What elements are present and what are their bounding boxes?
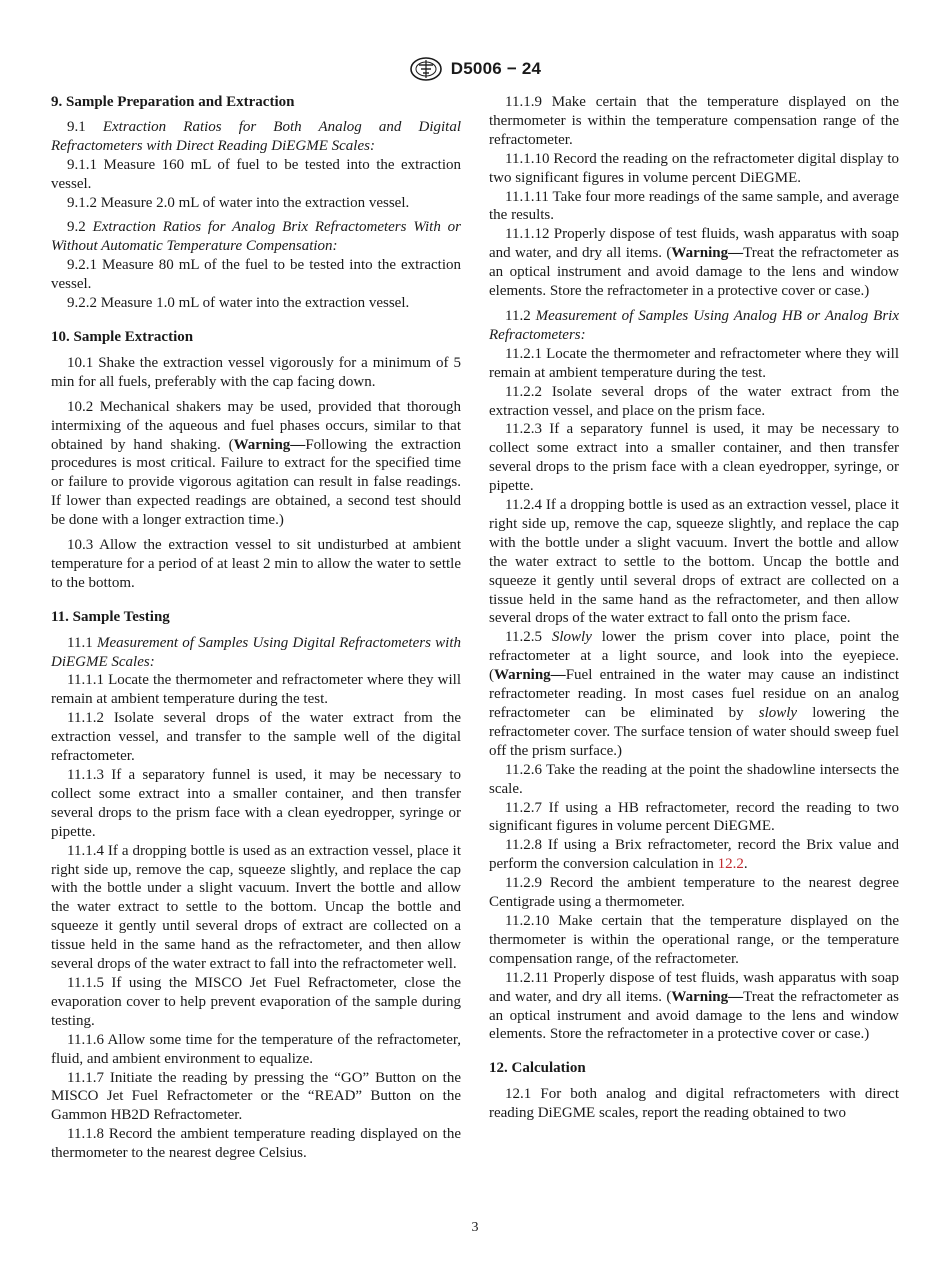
para-11-1-9: 11.1.9 Make certain that the temperature displayed on the thermometer is within the temperature compensation range of the refractometer. [489,94,899,148]
para-9-2: 9.2 Extraction Ratios for Analog Brix Refractometers With or Without Automatic Temperature Compensation: [51,219,461,255]
para-11-1-3: 11.1.3 If a separatory funnel is used, it may be necessary to collect some extract into a smaller container, and then transfer several drops to the prism face with a clean eyedropper, syringe or pipette. [51,767,461,840]
astm-logo-icon [409,57,443,81]
left-column [51,93,461,1163]
para-11-2-8: 11.2.8 If using a Brix refractometer, record the Brix value and perform the conversion calculation in 12.2. [489,837,899,873]
para-11-1-6: 11.1.6 Allow some time for the temperature of the refractometer, fluid, and ambient environment to equalize. [51,1031,461,1067]
para-9-1-2: 9.1.2 Measure 2.0 mL of water into the extraction vessel. [67,194,410,211]
para-11-1-8: 11.1.8 Record the ambient temperature reading displayed on the thermometer to the nearest degree Celsius. [51,1126,461,1162]
para-11-1-12: 11.1.12 Properly dispose of test fluids, wash apparatus with soap and water, and dry all items. (Warning—Treat the refractometer as an optical instrument and avoid damage to the lens and window elements. Store the refractometer in a protective cover or case.) [489,226,899,300]
para-11-2-5: 11.2.5 Slowly lower the prism cover into place, point the refractometer at a light source, and look into the eyepiece. (Warning—Fuel entrained in the water may cause an indistinct refractometer reading. In most cases fuel residue on an analog refractometer can be eliminated by slowly lowering the refractometer cover. The surface tension of water should sweep fuel off the prism surface.) [489,629,899,759]
right-column [489,93,899,1123]
para-11-2-7: 11.2.7 If using a HB refractometer, record the reading to two significant figures in volume percent DiEGME. [489,799,899,835]
para-11-2-2: 11.2.2 Isolate several drops of the water extract from the extraction vessel, and place on the prism face. [489,383,899,419]
para-11-2-4: 11.2.4 If a dropping bottle is used as an extraction vessel, place it right side up, remove the cap, squeeze slightly, and replace the cap with the bottle under a slight vacuum. Invert the bottle and allow the water extract to settle to the bottom. Uncap the bottle and squeeze it gently until several drops of extract are collected on a tissue held in the same hand as the refractometer, and then allow several drops of the water extract to fall onto the prism face. [489,497,899,627]
para-11-1-11: 11.1.11 Take four more readings of the same sample, and average the results. [489,188,899,224]
page-header [0,56,950,82]
para-11-1: 11.1 Measurement of Samples Using Digital Refractometers with DiEGME Scales: [51,634,461,670]
section-10-heading: 10. Sample Extraction [51,328,194,345]
para-10-1: 10.1 Shake the extraction vessel vigorously for a minimum of 5 min for all fuels, preferably with the cap facing down. [51,354,461,390]
section-12-2-link[interactable]: 12.2 [717,856,744,873]
para-11-2: 11.2 Measurement of Samples Using Analog HB or Analog Brix Refractometers: [489,307,899,343]
page-number: 3 [471,1220,479,1235]
para-12-1: 12.1 For both analog and digital refractometers with direct reading DiEGME scales, report the reading obtained to two [489,1086,899,1122]
section-11-heading: 11. Sample Testing [51,608,170,625]
para-9-1-1: 9.1.1 Measure 160 mL of fuel to be tested into the extraction vessel. [51,156,461,192]
para-11-2-11: 11.2.11 Properly dispose of test fluids, wash apparatus with soap and water, and dry all items. (Warning—Treat the refractometer as an optical instrument and avoid damage to the lens and window elements. Store the refractometer in a protective cover or case.) [489,969,899,1043]
para-11-2-1: 11.2.1 Locate the thermometer and refractometer where they will remain at ambient temperature during the test. [489,345,899,381]
para-11-1-4: 11.1.4 If a dropping bottle is used as an extraction vessel, place it right side up, remove the cap, squeeze slightly, and replace the cap with the bottle under a slight vacuum. Invert the bottle and allow the water extract to settle to the bottom. Uncap the bottle and squeeze it gently until several drops of extract are collected on a tissue held in the same hand as the refractometer, and then allow several drops of the water extract to fall into the refractometer well. [51,842,461,973]
para-9-2-2: 9.2.2 Measure 1.0 mL of water into the extraction vessel. [67,295,410,312]
para-11-1-7: 11.1.7 Initiate the reading by pressing the “GO” Button on the MISCO Jet Fuel Refractometer or the “READ” Button on the Gammon HB2D Refractometer. [51,1069,461,1124]
document-designation: D5006 − 24 [450,59,542,78]
para-10-3: 10.3 Allow the extraction vessel to sit undisturbed at ambient temperature for a period of at least 2 min to allow the water to settle to the bottom. [51,537,461,591]
para-11-2-6: 11.2.6 Take the reading at the point the shadowline intersects the scale. [489,761,899,797]
section-12-heading: 12. Calculation [489,1060,586,1077]
para-11-1-2: 11.1.2 Isolate several drops of the water extract from the extraction vessel, and transfer to the sample well of the digital refractometer. [51,710,461,765]
para-9-2-1: 9.2.1 Measure 80 mL of the fuel to be tested into the extraction vessel. [51,257,461,293]
para-11-1-10: 11.1.10 Record the reading on the refractometer digital display to two significant figures in volume percent DiEGME. [489,150,899,186]
section-9-heading: 9. Sample Preparation and Extraction [51,94,295,110]
para-10-2: 10.2 Mechanical shakers may be used, provided that thorough intermixing of the aqueous and fuel phases occurs, similar to that obtained by hand shaking. (Warning—Following the extraction procedures is most critical. Failure to extract for the specified time or failure to provide vigorous agitation can result in false readings. If lower than expected readings are obtained, a second test should be done with a longer extraction time.) [51,398,461,529]
para-9-1: 9.1 Extraction Ratios for Both Analog and Digital Refractometers with Direct Reading DiEGME Scales: [51,118,461,154]
para-11-2-10: 11.2.10 Make certain that the temperature displayed on the thermometer is within the operational range, or the temperature compensation range, of the refractometer. [489,912,899,967]
para-11-2-3: 11.2.3 If a separatory funnel is used, it may be necessary to collect some extract into a smaller container, and then transfer several drops to the prism face with a clean eyedropper, syringe, or pipette. [489,421,899,495]
para-11-2-9: 11.2.9 Record the ambient temperature to the nearest degree Centigrade using a thermometer. [489,875,899,911]
para-11-1-1: 11.1.1 Locate the thermometer and refractometer where they will remain at ambient temperature during the test. [51,672,461,708]
para-11-1-5: 11.1.5 If using the MISCO Jet Fuel Refractometer, close the evaporation cover to help prevent evaporation of the sample during testing. [51,974,461,1029]
